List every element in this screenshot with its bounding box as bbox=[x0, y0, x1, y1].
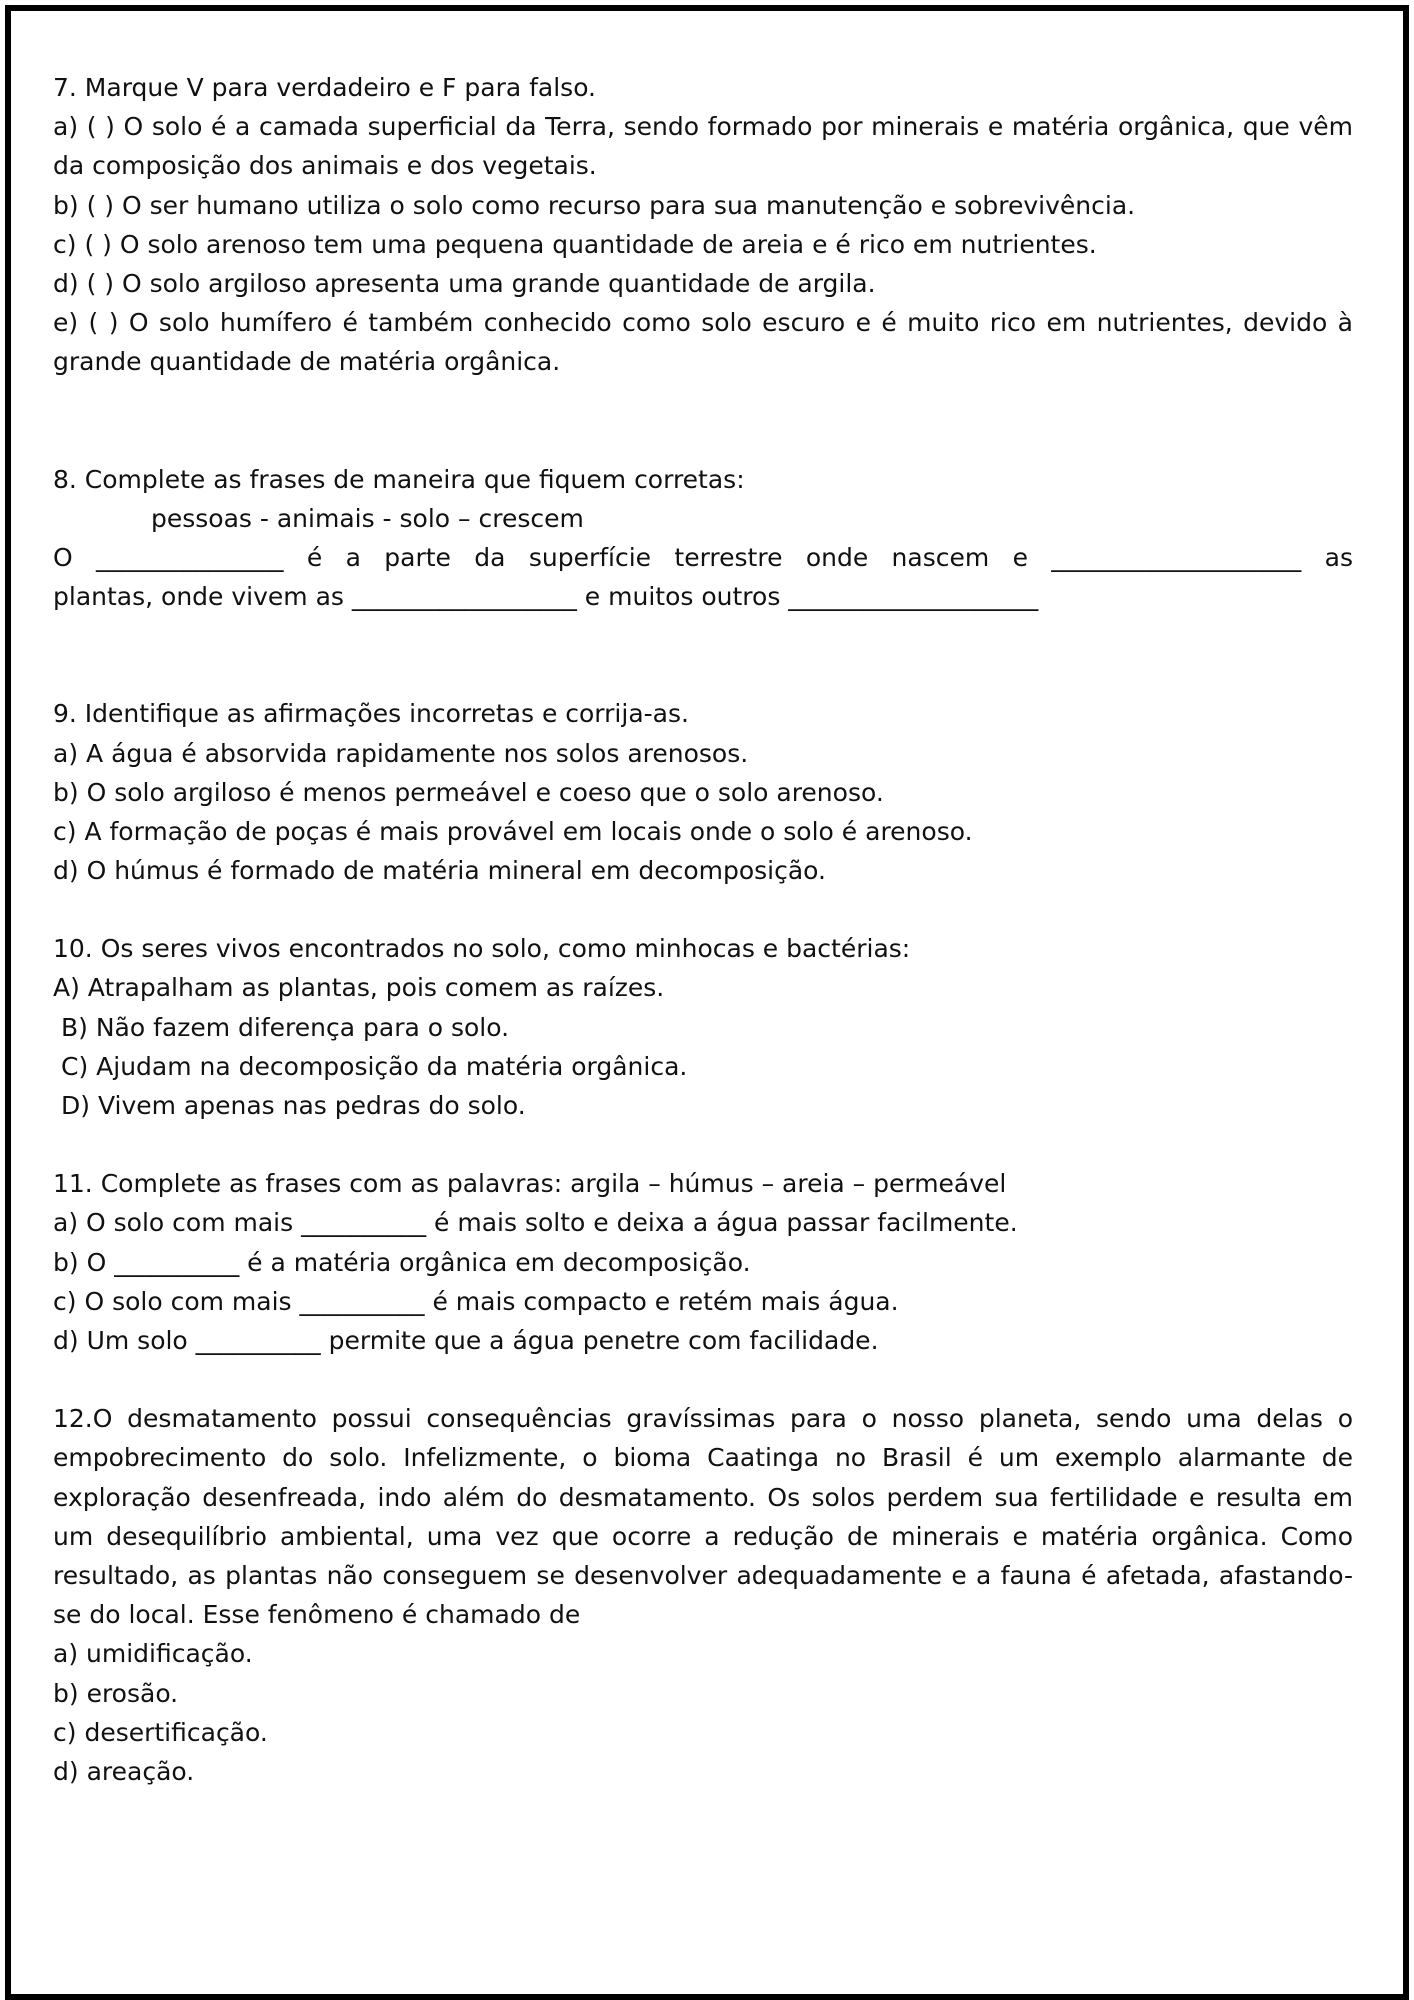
q8-word: a bbox=[345, 542, 361, 572]
q9-option-b: b) O solo argiloso é menos permeável e coeso que o solo arenoso. bbox=[53, 777, 884, 807]
q8-word: e bbox=[1012, 542, 1028, 572]
q8-word: onde bbox=[805, 542, 869, 572]
q7-option-d: d) ( ) O solo argiloso apresenta uma grande quantidade de argila. bbox=[53, 268, 876, 298]
q8-word: nascem bbox=[891, 542, 990, 572]
q8-blank-2[interactable]: ____________________ bbox=[1051, 542, 1302, 572]
q8-blank-1[interactable]: _______________ bbox=[96, 542, 284, 572]
spacer bbox=[53, 616, 1353, 694]
q8-word: O bbox=[53, 542, 73, 572]
question-8 bbox=[53, 460, 1353, 617]
q9-option-c: c) A formação de poças é mais provável em locais onde o solo é arenoso. bbox=[53, 816, 973, 846]
question-7 bbox=[53, 68, 1353, 382]
worksheet bbox=[53, 68, 1353, 1791]
q11-title: 11. Complete as frases com as palavras: argila – húmus – areia – permeável bbox=[53, 1169, 1007, 1199]
q12-text: 12.O desmatamento possui consequências gravíssimas para o nosso planeta, sendo uma delas o empobrecimento do solo. Infelizmente, o bioma Caatinga no Brasil é um exemplo alarmante de exploração desenfreada, indo além do desmatamento. Os solos perdem sua fertilidade e resulta em um desequilíbrio ambiental, uma vez que ocorre a redução de minerais e matéria orgânica. Como resultado, as plantas não conseguem se desenvolver adequadamente e a fauna é afetada, afastando-se do local. Esse fenômeno é chamado de bbox=[53, 1404, 1353, 1630]
q10-title: 10. Os seres vivos encontrados no solo, como minhocas e bactérias: bbox=[53, 934, 911, 964]
q11-option-a: a) O solo com mais __________ é mais solto e deixa a água passar facilmente. bbox=[53, 1208, 1018, 1238]
q12-option-d: d) areação. bbox=[53, 1756, 195, 1786]
q9-option-a: a) A água é absorvida rapidamente nos solos arenosos. bbox=[53, 738, 749, 768]
question-12 bbox=[53, 1399, 1353, 1791]
spacer bbox=[53, 1360, 1353, 1399]
q8-sentence-line-1 bbox=[53, 538, 1353, 577]
q7-option-c: c) ( ) O solo arenoso tem uma pequena quantidade de areia e é rico em nutrientes. bbox=[53, 229, 1097, 259]
q8-word: superfície bbox=[528, 542, 652, 572]
q7-title: 7. Marque V para verdadeiro e F para falso. bbox=[53, 73, 597, 102]
q12-option-a: a) umidificação. bbox=[53, 1639, 253, 1669]
q8-word: as bbox=[1324, 542, 1353, 572]
q11-option-c: c) O solo com mais __________ é mais compacto e retém mais água. bbox=[53, 1286, 899, 1316]
spacer bbox=[53, 382, 1353, 460]
q8-word: é bbox=[306, 542, 323, 572]
q8-word: da bbox=[474, 542, 506, 572]
spacer bbox=[53, 1125, 1353, 1164]
q11-option-d: d) Um solo __________ permite que a água penetre com facilidade. bbox=[53, 1325, 879, 1355]
q9-option-d: d) O húmus é formado de matéria mineral em decomposição. bbox=[53, 856, 826, 886]
q8-sentence-line-2: plantas, onde vivem as __________________ e muitos outros ____________________ bbox=[53, 582, 1039, 612]
q10-option-c: C) Ajudam na decomposição da matéria orgânica. bbox=[61, 1051, 688, 1081]
q8-word: terrestre bbox=[674, 542, 783, 572]
q10-option-b: B) Não fazem diferença para o solo. bbox=[61, 1012, 510, 1042]
q7-option-e: e) ( ) O solo humífero é também conhecido como solo escuro e é muito rico em nutrientes, devido à grande quantidade de matéria orgânica. bbox=[53, 308, 1353, 377]
q10-option-d: D) Vivem apenas nas pedras do solo. bbox=[61, 1091, 526, 1120]
q12-option-b: b) erosão. bbox=[53, 1678, 179, 1708]
q8-word-bank: pessoas - animais - solo – crescem bbox=[151, 503, 584, 533]
q9-title: 9. Identifique as afirmações incorretas e corrija-as. bbox=[53, 699, 689, 729]
spacer bbox=[53, 890, 1353, 929]
q11-option-b: b) O __________ é a matéria orgânica em decomposição. bbox=[53, 1247, 751, 1277]
question-11 bbox=[53, 1164, 1353, 1360]
q7-option-a: a) ( ) O solo é a camada superficial da Terra, sendo formado por minerais e matéria orgânica, que vêm da composição dos animais e dos vegetais. bbox=[53, 112, 1353, 181]
q8-word: parte bbox=[384, 542, 451, 572]
q7-option-b: b) ( ) O ser humano utiliza o solo como recurso para sua manutenção e sobrevivência. bbox=[53, 190, 1136, 220]
q10-option-a: A) Atrapalham as plantas, pois comem as raízes. bbox=[53, 973, 665, 1003]
question-10 bbox=[53, 929, 1353, 1125]
question-9 bbox=[53, 694, 1353, 890]
q8-title: 8. Complete as frases de maneira que fiquem corretas: bbox=[53, 464, 745, 494]
q12-option-c: c) desertificação. bbox=[53, 1717, 268, 1747]
